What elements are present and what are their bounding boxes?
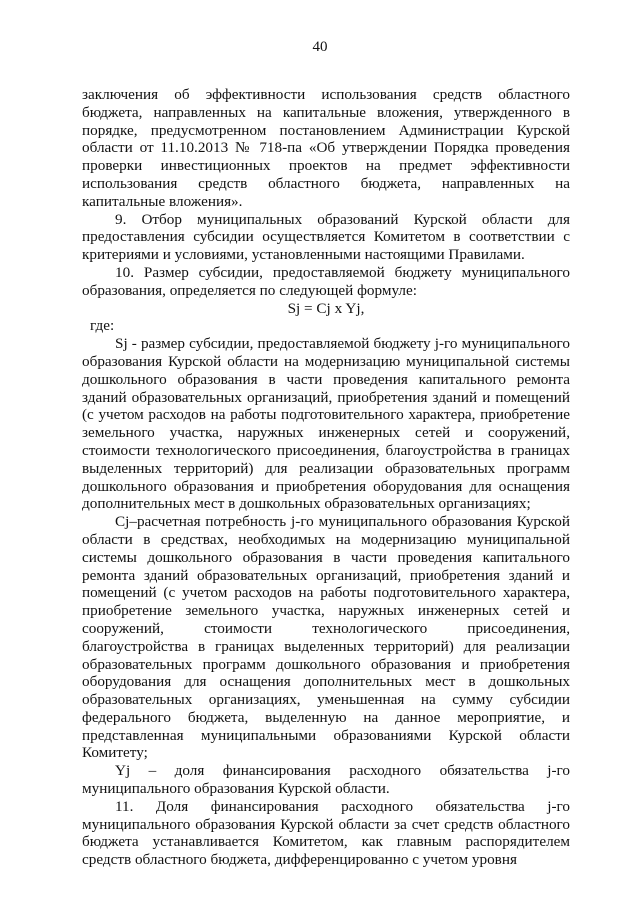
- definition-sj: Sj - размер субсидии, предоставляемой бюджету j-го муниципального образования Курской области на модернизацию муниципальной системы дошкольного образования в части проведения капитального ремонта зданий образовательных организаций, приобретения зданий и помещений (с учетом расходов на работы подготовительного характера, приобретение земельного участка, наружных инженерных сетей и сооружений, стоимости технологического присоединения, благоустройства в границах выделенных территорий) для реализации образовательных программ дошкольного образования и приобретения оборудования для оснащения дополнительных мест в дошкольных образовательных организациях;: [82, 335, 570, 513]
- subsidy-formula: Sj = Cj x Yj,: [287, 299, 365, 317]
- paragraph-11-share: 11. Доля финансирования расходного обязательства j-го муниципального образования Курской области за счет средств областного бюджета устанавливается Комитетом, как главным распорядителем средств областного бюджета, дифференцированно с учетом уровня: [82, 797, 570, 869]
- paragraph-conclusion-continued: заключения об эффективности использования средств областного бюджета, направленных на капитальные вложения, утвержденного в порядке, предусмотренном постановлением Администрации Курской области от 11.10.2013 № 718-па «Об утверждении Порядка проведения проверки инвестиционных проектов на предмет эффективности использования средств областного бюджета, направленных на капитальные вложения».: [82, 86, 570, 210]
- paragraph-9-selection: 9. Отбор муниципальных образований Курской области для предоставления субсидии осуществляется Комитетом в соответствии с критериями и условиями, установленными настоящими Правилами.: [82, 210, 570, 264]
- paragraph-10-subsidy-size: 10. Размер субсидии, предоставляемой бюджету муниципального образования, определяется по следующей формуле:: [82, 263, 570, 299]
- document-body: [82, 86, 570, 869]
- page-number: 40: [312, 39, 328, 55]
- definition-cj: Cj–расчетная потребность j-го муниципального образования Курской области в средствах, необходимых на модернизацию муниципальной системы дошкольного образования в части проведения капитального ремонта зданий образовательных организаций, приобретения зданий и помещений (с учетом расходов на работы подготовительного характера, приобретение земельного участка, наружных инженерных сетей и сооружений, стоимости технологического присоединения, благоустройства в границах выделенных территорий) для реализации образовательных программ дошкольного образования и приобретения оборудования для оснащения дополнительных мест в дошкольных образовательных организациях, уменьшенная на сумму субсидии федерального бюджета, выделенную на данное мероприятие, и представленная муниципальными образованиями Курской области Комитету;: [82, 513, 570, 762]
- where-label: где:: [90, 317, 115, 335]
- definition-yj: Yj – доля финансирования расходного обязательства j-го муниципального образования Курской области.: [82, 762, 570, 798]
